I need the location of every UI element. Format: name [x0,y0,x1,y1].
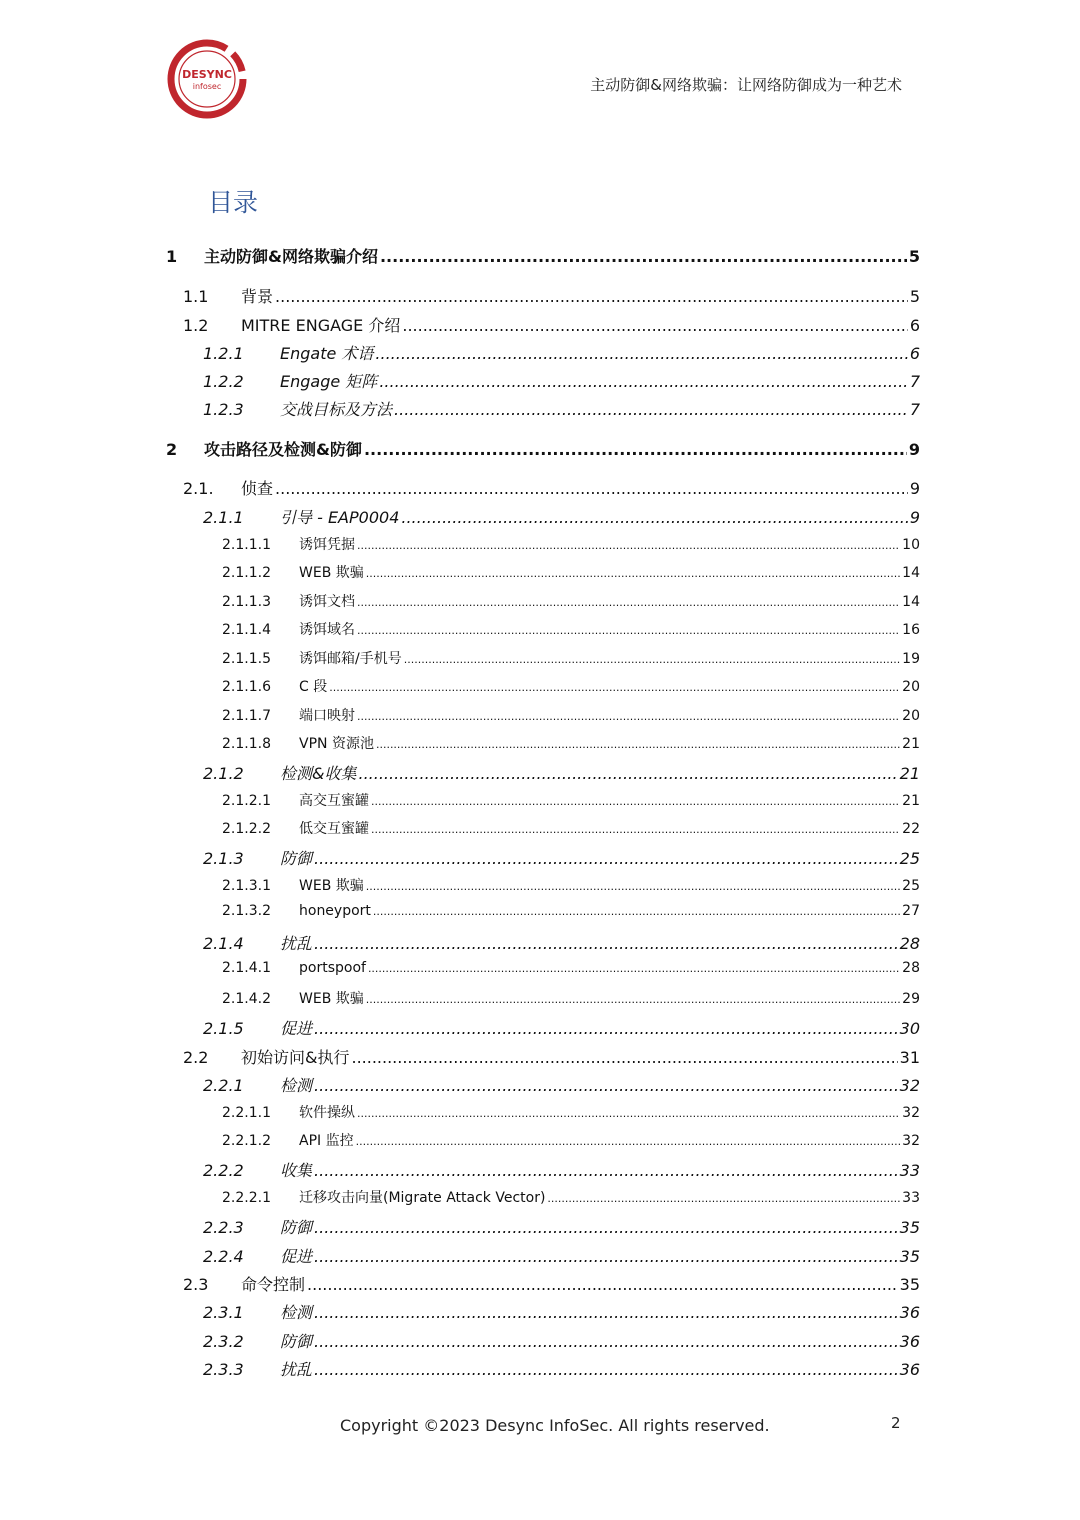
toc-leader [373,903,900,919]
toc-entry-label: 迁移攻击向量(Migrate Attack Vector) [299,1190,546,1206]
toc-entry[interactable] [203,846,920,869]
toc-entry[interactable] [222,1130,920,1150]
toc-leader [371,821,900,837]
toc-entry-label: WEB 欺骗 [299,565,364,581]
toc-entry[interactable] [222,733,920,753]
toc-entry-number: 2.2.3 [203,1218,244,1237]
toc-entry[interactable] [222,875,920,895]
toc-entry-page: 5 [908,247,920,266]
toc-entry-page: 35 [899,1247,920,1266]
toc-entry-label: 软件操纵 [299,1105,355,1121]
toc-leader [376,736,900,752]
toc-entry-number: 2.2 [183,1048,209,1067]
toc-entry-page: 22 [902,821,920,837]
toc-entry-number: 2.3.2 [203,1332,244,1351]
toc-entry-number: 2.1. [183,479,214,498]
toc-leader [314,849,898,868]
toc-entry-page: 14 [902,565,920,581]
toc-entry-page: 20 [902,708,920,724]
toc-entry-page: 20 [902,679,920,695]
toc-entry[interactable] [183,284,920,307]
toc-entry-label: honeyport [299,903,371,919]
toc-entry-number: 2.1.3 [203,849,244,868]
toc-entry[interactable] [222,960,920,976]
toc-entry-label: 扰乱 [280,1360,313,1379]
toc-leader [314,1303,898,1322]
toc-leader [314,1161,898,1180]
toc-leader [379,372,908,391]
toc-entry-label: API 监控 [299,1133,354,1149]
toc-entry[interactable] [222,988,920,1008]
toc-entry-number: 1.2.1 [203,344,244,363]
toc-entry[interactable] [183,1045,920,1068]
toc-entry-label: 检测&收集 [280,764,357,783]
footer-page-number: 2 [891,1414,901,1432]
toc-entry-page: 36 [899,1360,920,1379]
toc-entry-label: 诱饵域名 [299,622,355,638]
toc-entry-page: 9 [908,440,920,459]
toc-entry[interactable] [222,648,920,668]
toc-entry-page: 7 [909,400,920,419]
toc-entry-number: 2.2.1.2 [222,1133,271,1149]
toc-entry-number: 2.2.2.1 [222,1190,271,1206]
toc-entry-number: 1.2.2 [203,372,244,391]
toc-leader [314,1247,898,1266]
toc-entry-page: 29 [902,991,920,1007]
toc-entry-page: 9 [909,479,920,498]
toc-leader [371,793,900,809]
toc-entry-number: 1.2 [183,316,209,335]
toc-entry-number: 2.2.1.1 [222,1105,271,1121]
toc-entry-page: 36 [899,1332,920,1351]
logo-text-infosec: infosec [192,82,222,91]
toc-entry-label: 诱饵文档 [299,594,355,610]
toc-leader [314,1218,898,1237]
toc-entry[interactable] [203,1215,920,1238]
toc-leader [375,344,907,363]
toc-entry[interactable] [166,437,920,460]
toc-entry[interactable] [222,534,920,554]
toc-entry-number: 2.2.4 [203,1247,244,1266]
toc-entry-label: 侦查 [241,479,274,498]
toc-entry-label: 高交互蜜罐 [299,793,369,809]
toc-entry[interactable] [203,341,920,364]
toc-entry-label: VPN 资源池 [299,736,374,752]
toc-entry-number: 2.1.3.2 [222,903,271,919]
footer-copyright: Copyright ©2023 Desync InfoSec. All rights reserved. [340,1416,770,1435]
toc-leader [402,316,907,335]
toc-entry-page: 33 [902,1190,920,1206]
toc-entry-page: 6 [909,316,920,335]
document-header-title: 主动防御&网络欺骗：让网络防御成为一种艺术 [590,76,902,94]
toc-entry[interactable] [203,1329,920,1352]
toc-leader [394,400,908,419]
toc-entry-number: 2.1.1.4 [222,622,271,638]
toc-entry-number: 2.3.1 [203,1303,244,1322]
toc-entry-number: 2.1.1.2 [222,565,271,581]
toc-entry-label: 背景 [241,287,274,306]
toc-entry-page: 10 [902,537,920,553]
toc-entry[interactable] [203,369,920,392]
toc-entry-page: 33 [899,1161,920,1180]
toc-leader [356,1133,901,1149]
toc-entry-number: 2.1.1.6 [222,679,271,695]
toc-entry-label: 端口映射 [299,708,355,724]
toc-entry[interactable] [183,476,920,499]
toc-entry-number: 2.1.3.1 [222,878,271,894]
toc-leader [404,651,900,667]
toc-entry-label: 促进 [280,1247,313,1266]
toc-entry[interactable] [203,1073,920,1096]
toc-entry-number: 2.1.1.7 [222,708,271,724]
toc-entry-number: 2.1.5 [203,1019,244,1038]
toc-entry-number: 2.1.4.2 [222,991,271,1007]
toc-leader [364,440,907,459]
toc-leader [547,1190,900,1206]
toc-entry[interactable] [222,619,920,639]
toc-entry-page: 5 [909,287,920,306]
toc-entry-number: 2.1.2.2 [222,821,271,837]
toc-entry-page: 35 [899,1275,920,1294]
toc-entry[interactable] [222,562,920,582]
toc-entry[interactable] [203,761,920,784]
toc-entry[interactable] [222,591,920,611]
toc-leader [357,622,900,638]
toc-leader [351,1048,897,1067]
desync-infosec-logo [166,38,248,120]
toc-entry-label: C 段 [299,679,328,695]
toc-entry-number: 2.1.1.1 [222,537,271,553]
toc-entry-page: 30 [899,1019,920,1038]
toc-heading: 目录 [208,188,259,217]
toc-entry-label: 初始访问&执行 [241,1048,350,1067]
toc-entry-label: 防御 [280,849,313,868]
toc-entry-number: 1.2.3 [203,400,244,419]
toc-entry-label: Engage 矩阵 [280,372,378,391]
toc-leader [275,287,908,306]
toc-entry[interactable] [183,1272,920,1295]
logo-text-desync: DESYNC [182,68,232,81]
toc-leader [314,1360,898,1379]
toc-entry-label: 低交互蜜罐 [299,821,369,837]
toc-entry-number: 1 [166,247,178,266]
toc-entry[interactable] [222,818,920,838]
toc-entry[interactable] [222,903,920,919]
toc-entry-label: 检测 [280,1303,313,1322]
toc-leader [358,764,897,783]
toc-leader [314,1332,898,1351]
toc-entry-label: 检测 [280,1076,313,1095]
toc-entry-label: portspoof [299,960,366,976]
toc-entry[interactable] [183,313,920,336]
toc-entry-page: 25 [902,878,920,894]
toc-entry-label: 收集 [280,1161,313,1180]
toc-entry-page: 21 [902,736,920,752]
toc-entry-number: 2.1.2 [203,764,244,783]
toc-leader [329,679,900,695]
toc-leader [314,1076,898,1095]
toc-entry-page: 19 [902,651,920,667]
toc-entry-number: 2.1.2.1 [222,793,271,809]
toc-entry-page: 21 [899,764,920,783]
toc-entry[interactable] [203,1158,920,1181]
toc-leader [380,247,907,266]
toc-entry-page: 6 [909,344,920,363]
toc-leader [314,934,898,953]
toc-entry-label: 防御 [280,1332,313,1351]
toc-entry-number: 2.1.1.3 [222,594,271,610]
toc-leader [314,1019,898,1038]
toc-leader [357,594,900,610]
toc-entry-label: Engate 术语 [280,344,374,363]
toc-leader [307,1275,898,1294]
toc-entry[interactable] [166,244,920,267]
toc-entry[interactable] [203,1357,920,1380]
toc-entry-page: 35 [899,1218,920,1237]
toc-entry-page: 27 [902,903,920,919]
toc-entry[interactable] [203,1300,920,1323]
toc-entry-page: 9 [909,508,920,527]
toc-leader [401,508,907,527]
toc-entry-number: 2.1.4.1 [222,960,271,976]
toc-entry-number: 2.1.1.8 [222,736,271,752]
toc-entry-page: 36 [899,1303,920,1322]
toc-entry[interactable] [203,505,920,528]
toc-entry[interactable] [222,790,920,810]
toc-entry-label: MITRE ENGAGE 介绍 [241,316,401,335]
toc-entry-page: 7 [909,372,920,391]
toc-entry-number: 2.1.1 [203,508,244,527]
toc-entry-page: 32 [902,1133,920,1149]
toc-entry-label: 交战目标及方法 [280,400,393,419]
toc-leader [357,708,900,724]
toc-entry-label: 主动防御&网络欺骗介绍 [204,247,378,266]
toc-entry-page: 21 [902,793,920,809]
toc-entry-number: 2.3.3 [203,1360,244,1379]
toc-entry-number: 2.2.2 [203,1161,244,1180]
toc-entry-number: 2.1.4 [203,934,244,953]
toc-leader [275,479,908,498]
toc-entry-page: 32 [902,1105,920,1121]
toc-leader [357,1105,900,1121]
toc-entry-label: 诱饵凭据 [299,537,355,553]
toc-entry-page: 28 [899,934,920,953]
toc-entry-label: 引导 - EAP0004 [280,508,400,527]
toc-entry-label: WEB 欺骗 [299,878,364,894]
toc-entry-number: 2.1.1.5 [222,651,271,667]
toc-entry-number: 2 [166,440,178,459]
toc-entry-label: 攻击路径及检测&防御 [204,440,362,459]
toc-entry[interactable] [222,1187,920,1207]
toc-entry[interactable] [222,676,920,696]
toc-entry[interactable] [222,705,920,725]
toc-entry-page: 28 [902,960,920,976]
toc-entry-label: WEB 欺骗 [299,991,364,1007]
toc-entry[interactable] [203,397,920,420]
toc-entry[interactable] [203,931,920,954]
toc-entry-label: 防御 [280,1218,313,1237]
toc-leader [366,565,900,581]
toc-entry-label: 促进 [280,1019,313,1038]
toc-entry-label: 诱饵邮箱/手机号 [299,651,402,667]
toc-entry-page: 16 [902,622,920,638]
toc-entry-page: 31 [899,1048,920,1067]
toc-entry-number: 1.1 [183,287,209,306]
toc-entry-page: 25 [899,849,920,868]
toc-leader [366,991,900,1007]
toc-leader [366,878,900,894]
toc-leader [368,960,900,976]
toc-entry-number: 2.3 [183,1275,209,1294]
toc-entry-number: 2.2.1 [203,1076,244,1095]
toc-entry[interactable] [203,1016,920,1039]
toc-entry-page: 14 [902,594,920,610]
toc-entry-label: 命令控制 [241,1275,306,1294]
toc-entry[interactable] [203,1244,920,1267]
toc-entry-page: 32 [899,1076,920,1095]
toc-leader [357,537,900,553]
toc-entry-label: 扰乱 [280,934,313,953]
toc-entry[interactable] [222,1102,920,1122]
